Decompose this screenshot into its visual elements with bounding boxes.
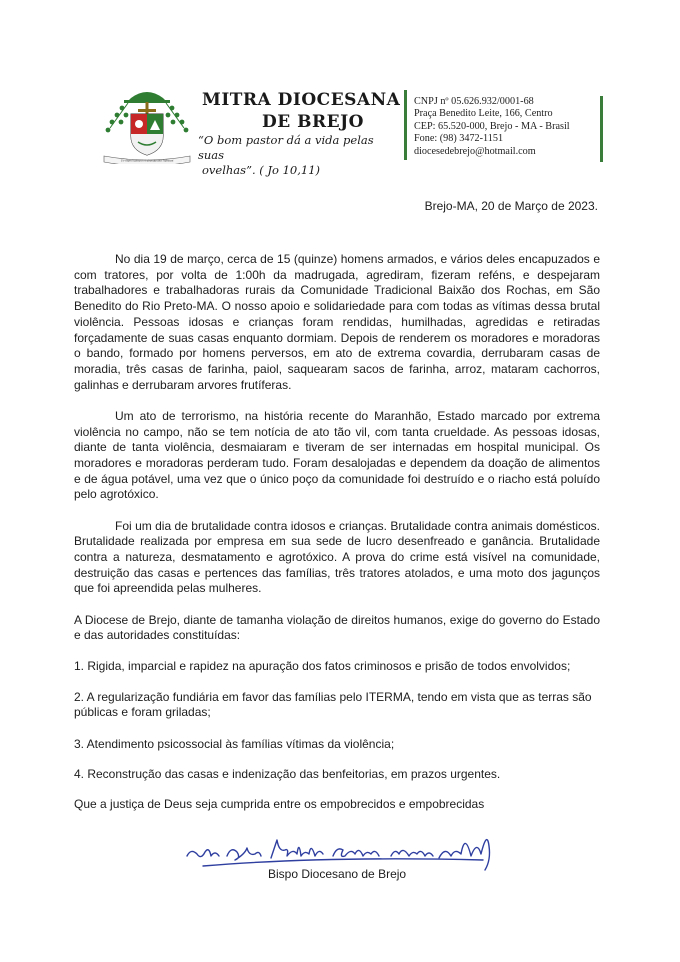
paragraph: No dia 19 de março, cerca de 15 (quinze) homens armados, e vários deles encapuzados e com tratores, por volta de 1:00h da madrugada, agrediram, fizeram reféns, e despejaram trabalhadores e trabalhadoras rurais da Comunidade Tradicional Baixão dos Rochas, em São Benedito do Rio Preto-MA. O nosso apoio e solidariedade para com todas as vítimas dessa brutal violência. Pessoas idosas e crianças foram rendidas, humilhadas, agredidas e retiradas forçadamente de suas casas enquanto dormiam. Depois de renderem os moradores e moradoras o bando, formado por homens perversos, em ato de extrema covardia, derrubaram casas de moradia, três casas de farinha, paiol, saquearam sacos de farinha, arroz, mataram cachorros, galinhas e derrubaram arvores frutíferas. — [74, 252, 600, 392]
phone: Fone: (98) 3472-1151 — [414, 133, 504, 145]
letterhead-divider-right — [600, 96, 603, 162]
paragraph: A Diocese de Brejo, diante de tamanha violação de direitos humanos, exige do governo do Estado e das autoridades constituídas: — [74, 612, 600, 643]
closing-line: Que a justiça de Deus seja cumprida entre os empobrecidos e empobrecidas — [74, 796, 485, 811]
demand-item: 2. A regularização fundiária em favor das famílias pelo ITERMA, tendo em vista que as terras são públicas e foram griladas; — [74, 689, 592, 720]
motto-line1: “O bom pastor dá a vida pelas suas — [198, 133, 374, 162]
cep: CEP: 65.520-000, Brejo - MA - Brasil — [414, 120, 570, 132]
paragraph: Um ato de terrorismo, na história recente do Maranhão, Estado marcado por extrema violência no campo, não se tem notícia de ato tão vil, com tanta crueldade. As pessoas idosas, diante de tanta violência, desmaiaram e tiveram de ser internadas em hospital municipal. Os moradores e moradoras perderam tudo. Foram desalojadas e dependem da doação de alimentos e de água potável, uma vez que o único poço da comunidade foi destruído e o riacho está poluído pelo agrotóxico. — [74, 408, 600, 502]
contact-block — [414, 96, 570, 158]
motto-line2: ovelhas”. ( Jo 10,11) — [202, 163, 320, 177]
signer-title: Bispo Diocesano de Brejo — [268, 867, 407, 881]
org-name: MITRA DIOCESANA — [202, 90, 401, 110]
paragraph: Foi um dia de brutalidade contra idosos e crianças. Brutalidade contra animais domésticos. Brutalidade realizada por empresa em sua sede de lucro desenfreado e ganância. Brutalidade contra a natureza, desmatamento e agrotóxico. A prova do crime está visível na comunidade, destruição das casas e pertences das famílias, três tratores atolados, e uma moto dos jagunços que foi apreendida pelas mulheres. — [74, 518, 600, 596]
cnpj: CNPJ nº 05.626.932/0001-68 — [414, 96, 534, 107]
demand-item: 1. Rigida, imparcial e rapidez na apuração dos fatos criminosos e prisão de todos envolvidos; — [74, 659, 571, 674]
motto — [198, 133, 398, 178]
demand-item: 3. Atendimento psicossocial às famílias vítimas da violência; — [74, 736, 395, 751]
address: Praça Benedito Leite, 166, Centro — [414, 108, 553, 120]
letter-date: Brejo-MA, 20 de Março de 2023. — [424, 199, 598, 213]
diocese-crest-icon — [98, 84, 196, 164]
letter-body — [74, 252, 600, 827]
email: diocesedebrejo@hotmail.com — [414, 145, 536, 157]
letterhead-divider-left — [404, 90, 407, 160]
demand-item: 4. Reconstrução das casas e indenização das benfeitorias, em prazos urgentes. — [74, 766, 501, 781]
letterhead — [98, 84, 602, 177]
org-name-line2: DE BREJO — [262, 112, 364, 132]
svg-text:Ut vitam habeant et abundantiu: Ut vitam habeant et abundantius habeant — [120, 158, 174, 163]
